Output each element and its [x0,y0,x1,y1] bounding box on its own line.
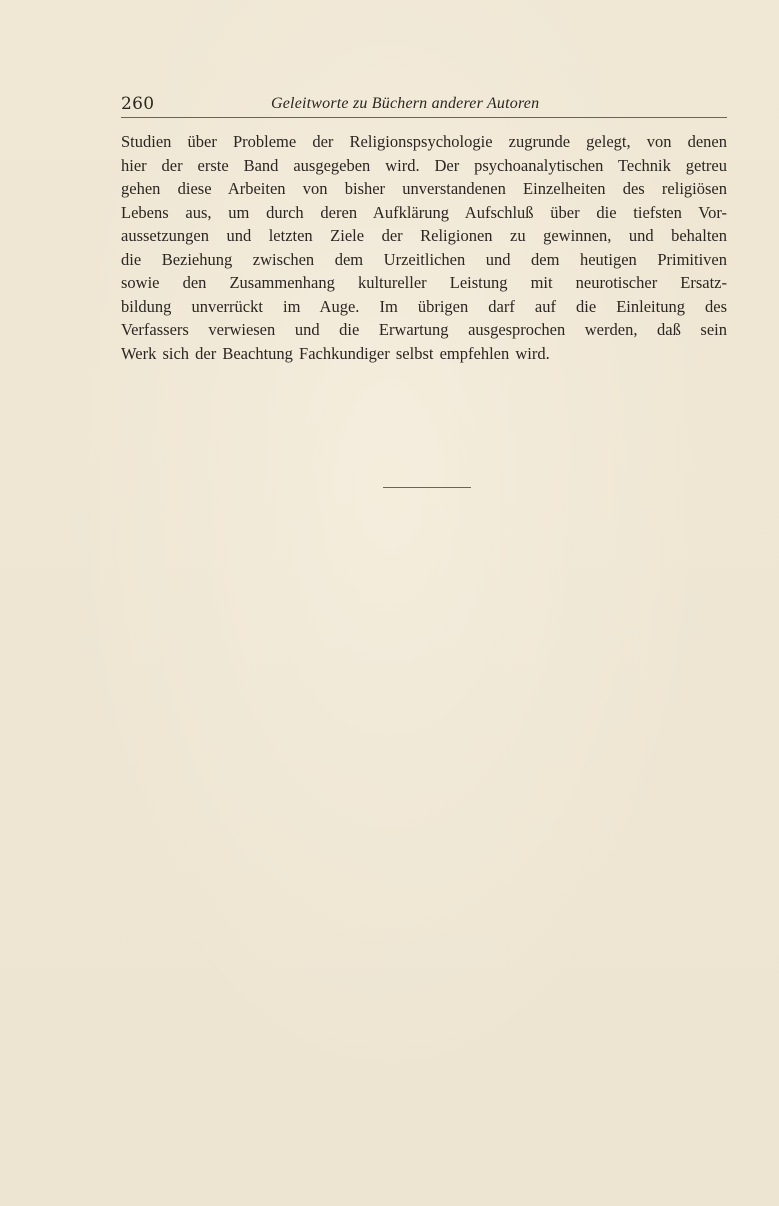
text-line: Lebens aus, um durch deren Aufklärung Aufschluß über die tiefsten Vor- [121,202,727,222]
section-end-rule [383,487,471,488]
text-line: Werk sich der Beachtung Fachkundiger selbst empfehlen wird. [121,343,550,363]
running-head [121,93,727,118]
page-number: 260 [121,94,155,114]
text-line: gehen diese Arbeiten von bisher unverstandenen Einzelheiten des religiösen [121,179,727,198]
text-line: Studien über Probleme der Religionspsychologie zugrunde gelegt, von denen [121,132,727,151]
text-line: sowie den Zusammenhang kultureller Leistung mit neurotischer Ersatz- [121,273,727,292]
text-line: aussetzungen und letzten Ziele der Religionen zu gewinnen, und behalten [121,226,727,245]
body-paragraph [121,130,727,365]
text-line: Verfassers verwiesen und die Erwartung ausgesprochen werden, daß sein [121,320,727,339]
text-line: die Beziehung zwischen dem Urzeitlichen und dem heutigen Primitiven [121,249,727,269]
text-line: hier der erste Band ausgegeben wird. Der psychoanalytischen Technik getreu [121,155,727,175]
running-title: Geleitworte zu Büchern anderer Autoren [271,95,540,112]
text-line: bildung unverrückt im Auge. Im übrigen darf auf die Einleitung des [121,296,727,316]
